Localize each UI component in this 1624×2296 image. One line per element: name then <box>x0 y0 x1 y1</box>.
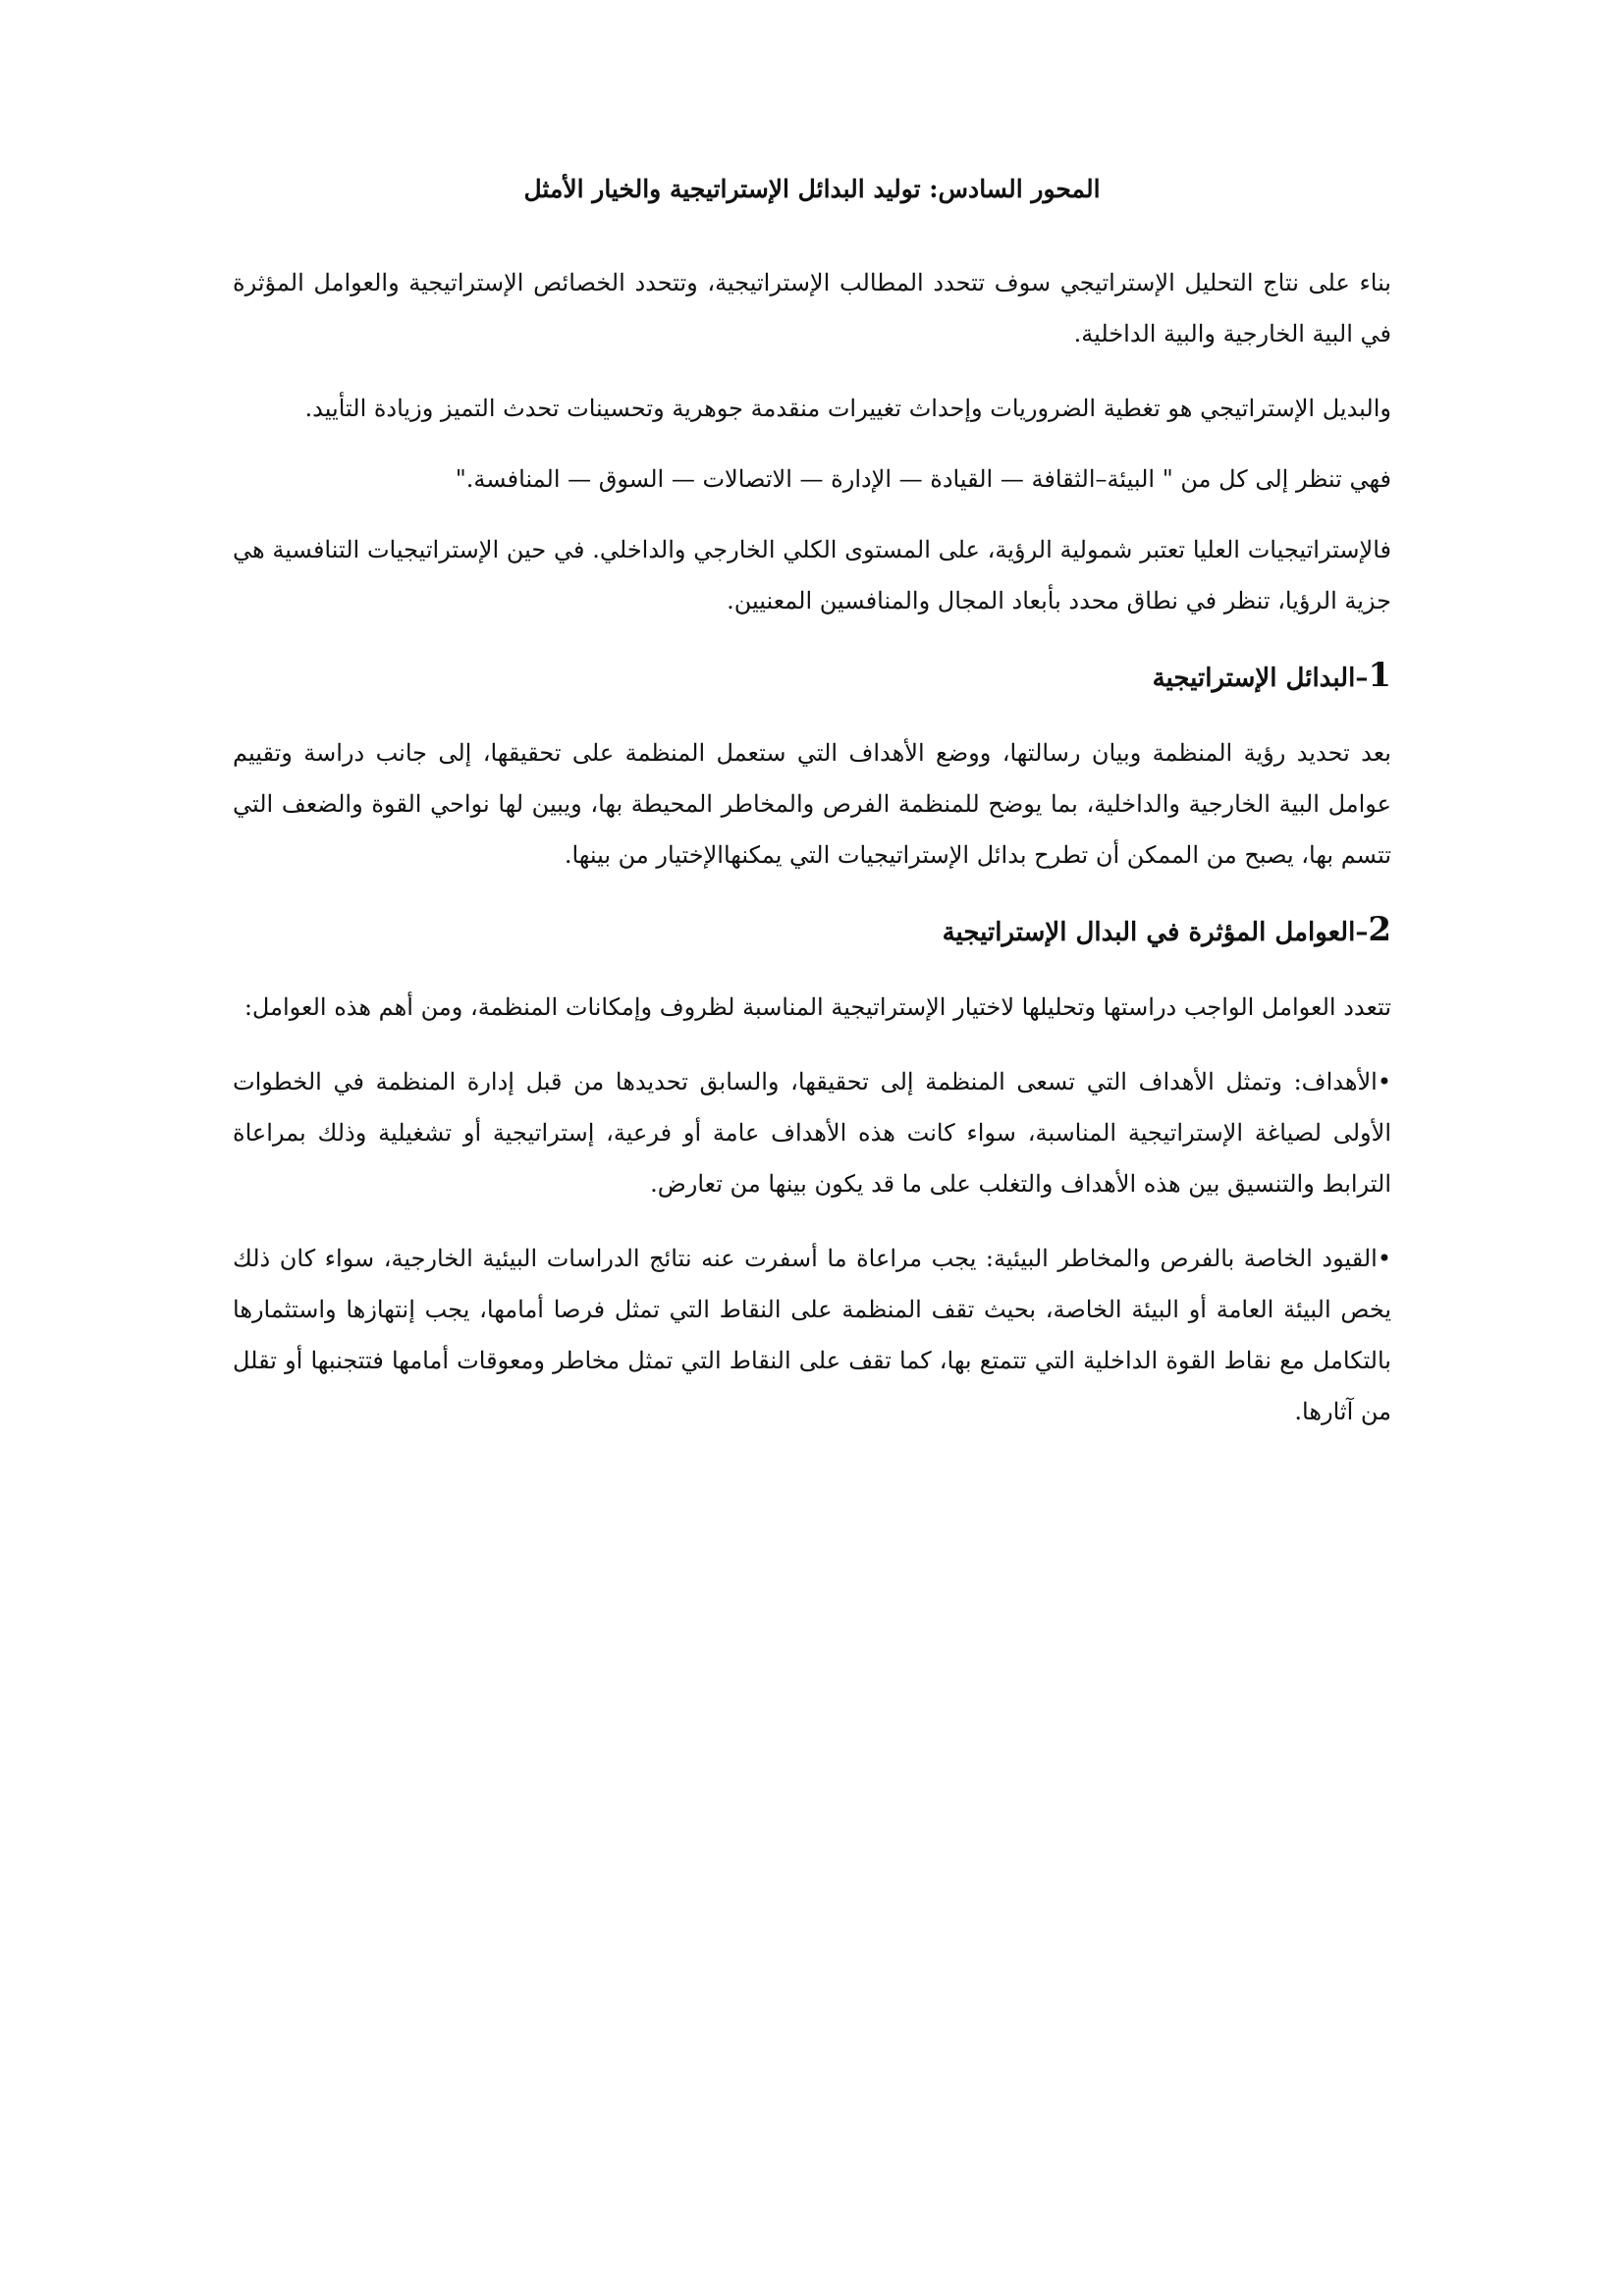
section-heading-alternatives <box>233 650 1391 704</box>
section-number: 2 <box>1368 910 1391 949</box>
section-number: 1 <box>1368 656 1391 695</box>
section-dash: – <box>1355 664 1369 693</box>
paragraph-strategic-analysis: بناء على نتاج التحليل الإستراتيجي سوف تتحدد المطالب الإستراتيجية، وتتحدد الخصائص الإستراتيجية والعوامل المؤثرة في البية الخارجية والبية الداخلية. <box>233 269 1391 347</box>
section-title: العوامل المؤثرة في البدال الإستراتيجية <box>942 918 1356 947</box>
section-dash: – <box>1355 918 1369 947</box>
paragraph-strategy-levels: فالإستراتيجيات العليا تعتبر شمولية الرؤية، على المستوى الكلي الخارجي والداخلي. في حين الإستراتيجيات التنافسية هي جزية الرؤيا، تنظر في نطاق محدد بأبعاد المجال والمنافسين المعنيين. <box>233 536 1391 614</box>
bullet-objectives: •الأهداف: وتمثل الأهداف التي تسعى المنظمة إلى تحقيقها، والسابق تحديدها من قبل إدارة المنظمة في الخطوات الأولى لصياغة الإستراتيجية المناسبة، سواء كانت هذه الأهداف عامة أو فرعية، إستراتيجية أو تشغيلية وذلك بمراعاة الترابط والتنسيق بين هذه الأهداف والتغلب على ما قد يكون بينها من تعارض. <box>233 1068 1391 1198</box>
paragraph-factors-intro: تتعدد العوامل الواجب دراستها وتحليلها لاختيار الإستراتيجية المناسبة لظروف وإمكانات المنظمة، ومن أهم هذه العوامل: <box>244 993 1391 1021</box>
paragraph-strategic-alternative: والبديل الإستراتيجي هو تغطية الضروريات وإحداث تغييرات منقدمة جوهرية وتحسينات تحدث التميز وزيادة التأييد. <box>304 395 1391 422</box>
paragraph-alternatives: بعد تحديد رؤية المنظمة وبيان رسالتها، ووضع الأهداف التي ستعمل المنظمة على تحقيقها، إلى جانب دراسة وتقييم عوامل البية الخارجية والداخلية، بما يوضح للمنظمة الفرص والمخاطر المحيطة بها، ويبين لها نواحي القوة والضعف التي تتسم بها، يصبح من الممكن أن تطرح بدائل الإستراتيجيات التي يمكنهاالإختيار من بينها. <box>233 739 1391 869</box>
section-title: البدائل الإستراتيجية <box>1152 664 1356 693</box>
paragraph-dimensions: فهي تنظر إلى كل من " البيئة–الثقافة — القيادة — الإدارة — الاتصالات — السوق — المنافسة." <box>455 465 1391 493</box>
page-title: المحور السادس: توليد البدائل الإستراتيجية والخيار الأمثل <box>523 175 1101 203</box>
bullet-environmental-constraints: •القيود الخاصة بالفرص والمخاطر البيئية: يجب مراعاة ما أسفرت عنه نتائج الدراسات البيئية الخارجية، سواء كان ذلك يخص البيئة العامة أو البيئة الخاصة، بحيث تقف المنظمة على النقاط التي تمثل فرصا أمامها، يجب إنتهازها واستثمارها بالتكامل مع نقاط القوة الداخلية التي تتمتع بها، كما تقف على النقاط التي تمثل مخاطر ومعوقات أمامها فتتجنبها أو تقلل من آثارها. <box>233 1245 1391 1425</box>
document-body <box>233 165 1391 1461</box>
section-heading-factors <box>233 904 1391 958</box>
